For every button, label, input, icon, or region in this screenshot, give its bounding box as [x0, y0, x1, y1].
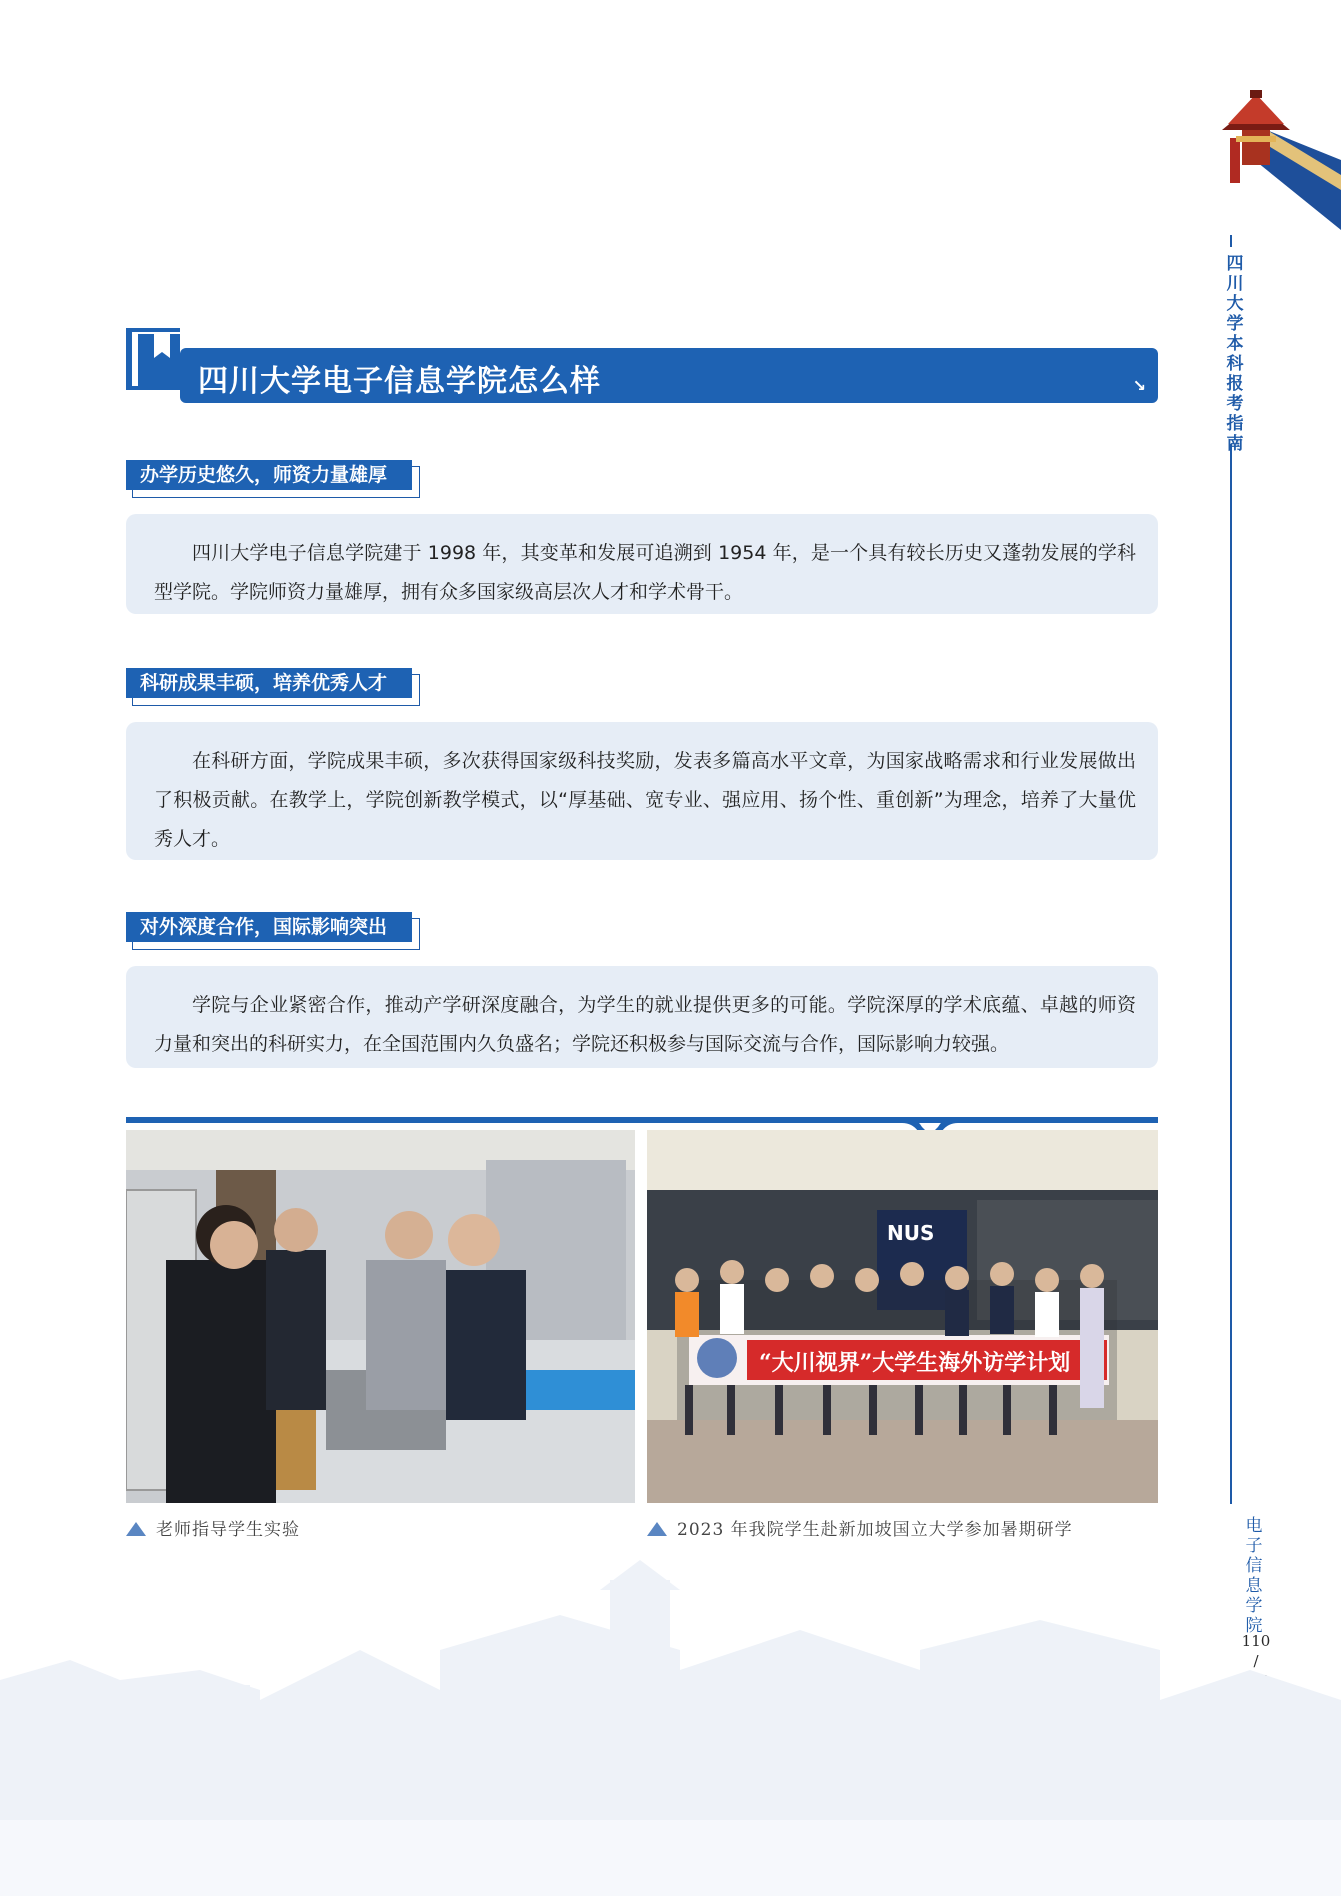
guide-title-vertical: 四 川 大 学 本 科 报 考 指 南 [1226, 254, 1244, 454]
photo-lab-experiment [126, 1130, 635, 1503]
caption-nus [647, 1515, 1073, 1540]
page-number-separator: / [1253, 1652, 1259, 1670]
section-body-research: 在科研方面，学院成果丰硕，多次获得国家级科技奖励，发表多篇高水平文章，为国家战略需求和行业发展做出了积极贡献。在教学上，学院创新教学模式，以“厚基础、宽专业、强应用、扬个性、重创新”为理念，培养了大量优秀人才。 [126, 722, 1158, 860]
banner-text: “大川视界”大学生海外访学计划 [759, 1350, 1071, 1376]
section-tag-label: 科研成果丰硕，培养优秀人才 [126, 668, 412, 698]
caption-lab [126, 1515, 300, 1540]
rail-line-top [1230, 235, 1232, 247]
nus-sign: NUS [887, 1221, 935, 1245]
triangle-icon [126, 1522, 146, 1536]
section-tag-research [126, 668, 418, 702]
rail-line-middle [1230, 444, 1232, 1504]
lab-photo-illustration [126, 1130, 635, 1503]
section-tag-label: 对外深度合作，国际影响突出 [126, 912, 412, 942]
caption-text: 2023 年我院学生赴新加坡国立大学参加暑期研学 [677, 1520, 1073, 1540]
triangle-icon [647, 1522, 667, 1536]
section-body-history: 四川大学电子信息学院建于 1998 年，其变革和发展可追溯到 1954 年，是一个具有较长历史又蓬勃发展的学科型学院。学院师资力量雄厚，拥有众多国家级高层次人才和学术骨干。 [126, 514, 1158, 614]
skyline-watermark [0, 1560, 1341, 1896]
arrow-down-right-icon: ↘ [1132, 376, 1146, 395]
section-tag-cooperation [126, 912, 418, 946]
photo-nus-study-tour [647, 1130, 1158, 1503]
section-tag-history [126, 460, 418, 494]
page-header [126, 328, 1158, 403]
caption-text: 老师指导学生实验 [156, 1520, 300, 1540]
pavilion-corner-decoration [1222, 90, 1341, 230]
page-number-left: 110 [1241, 1632, 1271, 1650]
section-tag-label: 办学历史悠久，师资力量雄厚 [126, 460, 412, 490]
book-bookmark-icon [126, 328, 182, 392]
nus-photo-illustration [647, 1130, 1158, 1503]
section-body-cooperation: 学院与企业紧密合作，推动产学研深度融合，为学生的就业提供更多的可能。学院深厚的学术底蕴、卓越的师资力量和突出的科研实力，在全国范围内久负盛名；学院还积极参与国际交流与合作，国际影响力较强。 [126, 966, 1158, 1068]
page-title: 四川大学电子信息学院怎么样 [198, 364, 601, 399]
college-name-vertical: 电 子 信 息 学 院 [1245, 1516, 1263, 1636]
